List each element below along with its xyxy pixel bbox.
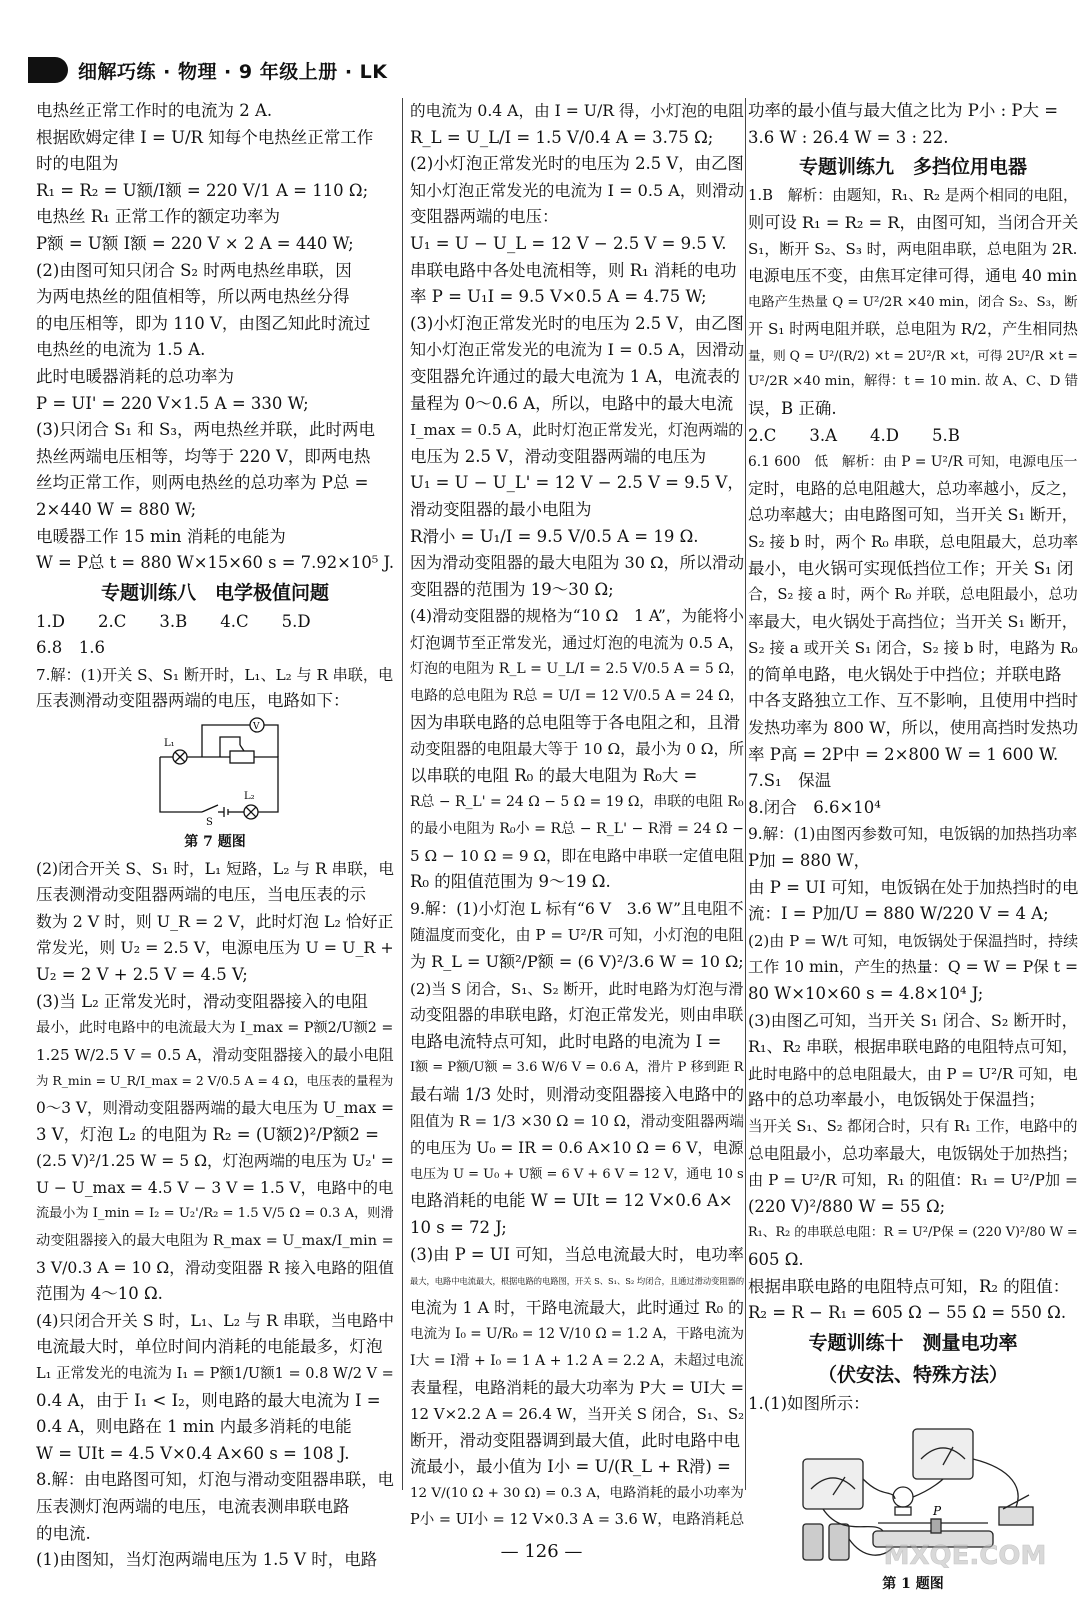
text-line: S₂ 接 b 时，两个 R₀ 串联，总电阻最大，总功率 bbox=[748, 532, 1079, 551]
column-divider-1 bbox=[402, 98, 403, 1490]
page-header bbox=[28, 52, 628, 88]
text-line: 表量程，电路消耗的最大功率为 P大 = UI大 = bbox=[410, 1377, 745, 1397]
column-1-text-c bbox=[36, 856, 394, 1574]
text-line: 1.(1)如图所示： bbox=[748, 1393, 870, 1413]
fig7-label-s: S bbox=[206, 817, 213, 829]
text-line: 最右端 1/3 处时，则滑动变阻器接入电路中的 bbox=[410, 1084, 745, 1104]
text-line: 变阻器的范围为 19～30 Ω; bbox=[410, 579, 614, 599]
text-line: 为两电热丝的阻值相等，所以两电热丝分得 bbox=[36, 287, 350, 307]
text-line: (2)当 S 闭合，S₁、S₂ 断开，此时电路为灯泡与滑 bbox=[410, 979, 744, 998]
text-line: 电路电流特点可知，此时电路的电流为 I = bbox=[410, 1031, 722, 1051]
text-line: 的电压相等，即为 110 V，由图乙知此时流过 bbox=[36, 313, 371, 333]
text-line: U₁ = U − U_L = 12 V − 2.5 V = 9.5 V. bbox=[410, 233, 727, 253]
text-line: U²/2R ×40 min，解得：t = 10 min. 故 A、C、D 错 bbox=[748, 374, 1079, 390]
text-line: 0.4 A，由于 I₁ < I₂，则电路的最大电流为 I = bbox=[36, 1390, 381, 1410]
text-line: 总功率越大；由电路图可知，当开关 S₁ 断开， bbox=[748, 505, 1078, 525]
text-line: I额 = P额/U额 = 3.6 W/6 V = 0.6 A，滑片 P 移到距 R bbox=[410, 1060, 744, 1076]
text-line: 动变阻器的串联电路，灯泡正常发光，则由串联 bbox=[410, 1005, 744, 1025]
text-line: 电热丝正常工作时的电流为 2 A. bbox=[36, 101, 273, 120]
text-line: 压表测滑动变阻器两端的电压，当电压表的示 bbox=[36, 885, 366, 905]
column-1-text-b bbox=[36, 609, 394, 715]
text-line: 3 V/0.3 A = 10 Ω，滑动变阻器 R 接入电路的阻值 bbox=[36, 1258, 394, 1277]
text-line: 电流为 I₀ = U/R₀ = 12 V/10 Ω = 1.2 A，干路电流为 bbox=[410, 1326, 744, 1343]
text-line: 8.解：由电路图可知，灯泡与滑动变阻器串联，电 bbox=[36, 1470, 394, 1490]
text-line: W = UIt = 4.5 V×0.4 A×60 s = 108 J. bbox=[36, 1443, 350, 1463]
text-line: 知小灯泡正常发光的电流为 I = 0.5 A，因滑动 bbox=[410, 340, 745, 360]
text-line: 因为串联电路的总电阻等于各电阻之和，且滑 bbox=[410, 712, 740, 732]
text-line: 随温度而变化，由 P = U²/R 可知，小灯泡的电阻 bbox=[410, 926, 744, 945]
fig1-caption: 第 1 题图 bbox=[882, 1576, 944, 1593]
text-line: 率 P = U₁I = 9.5 V×0.5 A = 4.75 W; bbox=[410, 287, 707, 307]
text-line: 率最大，电火锅处于高挡位；当开关 S₁ 断开， bbox=[748, 611, 1078, 631]
text-line: 12 V/(10 Ω + 30 Ω) = 0.3 A，电路消耗的最小功率为 bbox=[410, 1485, 744, 1501]
text-line: 10 s = 72 J; bbox=[410, 1217, 507, 1237]
text-line: 由 P = UI 可知，电饭锅在处于加热挡时的电 bbox=[748, 877, 1079, 897]
text-line: 根据欧姆定律 I = U/R 知每个电热丝正常工作 bbox=[36, 127, 374, 147]
text-line: 6.8 1.6 bbox=[36, 638, 105, 658]
text-line: 电路产生热量 Q = U²/2R ×40 min，闭合 S₂、S₃，断 bbox=[748, 294, 1078, 310]
column-3-text-a bbox=[748, 98, 1078, 151]
text-line: 由 P = U²/R 可知，R₁ 的阻值：R₁ = U²/P加 = bbox=[748, 1171, 1078, 1190]
text-line: 量，则 Q = U²/(R/2) ×t = 2U²/R ×t，可得 2U²/R ×t = bbox=[748, 347, 1078, 363]
text-line: (2)闭合开关 S、S₁ 时，L₁ 短路，L₂ 与 R 串联，电 bbox=[36, 859, 394, 878]
text-line: 的电流为 0.4 A，由 I = U/R 得，小灯泡的电阻 bbox=[410, 102, 744, 120]
text-line: P额 = U额 I额 = 220 V × 2 A = 440 W; bbox=[36, 233, 354, 253]
text-line: U − U_max = 4.5 V − 3 V = 1.5 V，电路中的电 bbox=[36, 1178, 394, 1197]
text-line: 合，S₂ 接 a 时，两个 R₀ 并联，总电阻最小，总功 bbox=[748, 586, 1078, 604]
text-line: 电路消耗的电能 W = UIt = 12 V×0.6 A× bbox=[410, 1191, 733, 1211]
text-line: R_L = U_L/I = 1.5 V/0.4 A = 3.75 Ω; bbox=[410, 127, 714, 147]
text-line: (3)当 L₂ 正常发光时，滑动变阻器接入的电阻 bbox=[36, 991, 368, 1011]
text-line: I_max = 0.5 A，此时灯泡正常发光，灯泡两端的 bbox=[410, 421, 744, 440]
text-line: 流最小，最小值为 I小 = U/(R_L + R滑) = bbox=[410, 1457, 731, 1477]
text-line: 电源电压不变，由焦耳定律可得，通电 40 min bbox=[748, 265, 1078, 285]
text-line: (1)由图知，当灯泡两端电压为 1.5 V 时，电路 bbox=[36, 1550, 378, 1570]
text-line: 电流为 1 A 时，干路电流最大，此时通过 R₀ 的 bbox=[410, 1297, 744, 1317]
text-line: (3)由图乙可知，当开关 S₁ 闭合、S₂ 断开时， bbox=[748, 1010, 1078, 1030]
text-line: 动变阻器接入的最大电阻为 R_max = U_max/I_min = bbox=[36, 1232, 394, 1249]
text-line: 根据串联电路的电阻特点可知，R₂ 的阻值： bbox=[748, 1276, 1070, 1296]
text-line: 此时电路中的总电阻最大，由 P = U²/R 可知，电 bbox=[748, 1064, 1078, 1083]
text-line: 率 P高 = 2P中 = 2×800 W = 1 600 W. bbox=[748, 744, 1059, 764]
header-tab-mark bbox=[28, 57, 68, 83]
text-line: 数为 2 V 时，则 U_R = 2 V，此时灯泡 L₂ 恰好正 bbox=[36, 911, 394, 931]
section-heading-8: 专题训练八 电学极值问题 bbox=[100, 581, 329, 604]
text-line: 2×440 W = 880 W; bbox=[36, 499, 197, 519]
text-line: 功率的最小值与最大值之比为 P小 : P大 = bbox=[748, 101, 1059, 120]
text-line: 的电压为 U₀ = IR = 0.6 A×10 Ω = 6 V，电源 bbox=[410, 1139, 744, 1158]
text-line: 6.1 600 低 解析：由 P = U²/R 可知，电源电压一 bbox=[748, 454, 1078, 471]
text-line: 变阻器允许通过的最大电流为 1 A，电流表的 bbox=[410, 366, 740, 386]
text-line: 热丝两端电压相等，均等于 220 V，即两电热 bbox=[36, 446, 371, 466]
text-line: W = P总 t = 880 W×15×60 s = 7.92×10⁵ J. bbox=[36, 553, 395, 573]
circuit-diagram-q7 bbox=[140, 717, 290, 827]
text-line: U₂ = 2 V + 2.5 V = 4.5 V; bbox=[36, 965, 248, 985]
text-line: S₁，断开 S₂、S₃ 时，两电阻串联，总电阻为 2R. bbox=[748, 240, 1078, 259]
text-line: 压表测滑动变阻器两端的电压，电路如下： bbox=[36, 691, 350, 711]
fig7-label-l1: L₁ bbox=[164, 738, 175, 750]
text-line: 总电阻最小，总功率最大，电饭锅处于加热挡； bbox=[748, 1143, 1078, 1163]
text-line: (2)由图可知只闭合 S₂ 时两电热丝串联，因 bbox=[36, 260, 352, 280]
column-2 bbox=[410, 98, 744, 1530]
watermark-logo bbox=[865, 1524, 1065, 1584]
text-line: 当开关 S₁、S₂ 都闭合时，只有 R₁ 工作，电路中的 bbox=[748, 1117, 1078, 1135]
section-heading-10-sub: （伏安法、特殊方法） bbox=[817, 1363, 1008, 1386]
text-line: 的最小电阻为 R₀小 = R总 − R_L' − R滑 = 24 Ω − bbox=[410, 821, 744, 838]
text-line: R滑小 = U₁/I = 9.5 V/0.5 A = 19 Ω. bbox=[410, 526, 699, 546]
text-line: 电压为 2.5 V，滑动变阻器两端的电压为 bbox=[410, 446, 707, 466]
text-line: 灯泡调节至正常发光，通过灯泡的电流为 0.5 A， bbox=[410, 633, 745, 652]
text-line: 压表测灯泡两端的电压，电流表测串联电路 bbox=[36, 1496, 350, 1516]
text-line: 最小，此时电路中的电流最大为 I_max = P额2/U额2 = bbox=[36, 1020, 394, 1037]
text-line: 中各支路独立工作、互不影响，且使用中挡时 bbox=[748, 691, 1078, 711]
text-line: 时的电阻为 bbox=[36, 154, 119, 174]
text-line: 8.闭合 6.6×10⁴ bbox=[748, 797, 881, 817]
text-line: 动变阻器的电阻最大等于 10 Ω，最小为 0 Ω，所 bbox=[410, 740, 745, 759]
text-line: P小 = UI小 = 12 V×0.3 A = 3.6 W，电路消耗总 bbox=[410, 1512, 745, 1529]
text-line: 605 Ω. bbox=[748, 1249, 804, 1269]
text-line: 的电流. bbox=[36, 1523, 91, 1543]
text-line: (4)只闭合开关 S 时，L₁、L₂ 与 R 串联，当电路中 bbox=[36, 1310, 395, 1330]
text-line: 80 W×10×60 s = 4.8×10⁴ J; bbox=[748, 984, 984, 1003]
text-line: 为 R_min = U_R/I_max = 2 V/0.5 A = 4 Ω，电压表的量程为 bbox=[36, 1073, 394, 1089]
text-line: (3)由 P = UI 可知，当总电流最大时，电功率 bbox=[410, 1244, 745, 1264]
column-3-text-b bbox=[748, 183, 1078, 1327]
text-line: L₁ 正常发光的电流为 I₁ = P额1/U额1 = 0.8 W/2 V = bbox=[36, 1365, 394, 1382]
text-line: P加 = 880 W， bbox=[748, 851, 871, 871]
fig1-label-p: P bbox=[933, 1504, 942, 1519]
text-line: 量程为 0～0.6 A，所以，电路中的最大电流 bbox=[410, 393, 734, 413]
fig7-label-l2: L₂ bbox=[244, 791, 255, 803]
text-line: 工作 10 min，产生的热量：Q = W = P保 t = bbox=[748, 958, 1079, 977]
text-line: (4)滑动变阻器的规格为“10 Ω 1 A”，为能将小 bbox=[410, 607, 744, 626]
text-line: R₂ = R − R₁ = 605 Ω − 55 Ω = 550 Ω. bbox=[748, 1303, 1067, 1323]
section-heading-9: 专题训练九 多挡位用电器 bbox=[798, 156, 1027, 179]
text-line: 电暖器工作 15 min 消耗的电能为 bbox=[36, 526, 286, 546]
text-line: I大 = I滑 + I₀ = 1 A + 1.2 A = 2.2 A，未超过电流 bbox=[410, 1352, 744, 1369]
text-line: R总 − R_L' = 24 Ω − 5 Ω = 19 Ω，串联的电阻 R₀ bbox=[410, 794, 744, 811]
text-line: 常发光，则 U₂ = 2.5 V，电源电压为 U = U_R + bbox=[36, 938, 394, 958]
text-line: 丝均正常工作，则两电热丝的总功率为 P总 = bbox=[36, 473, 369, 493]
text-line: 1.25 W/2.5 V = 0.5 A，滑动变阻器接入的最小电阻 bbox=[36, 1045, 394, 1064]
text-line: 流：I = P加/U = 880 W/220 V = 4 A; bbox=[748, 904, 1049, 924]
watermark-text: MXQE.COM bbox=[883, 1541, 1047, 1571]
fig7-label-v: V bbox=[253, 722, 260, 733]
text-line: 最小，电火锅可实现低挡位工作；开关 S₁ 闭 bbox=[748, 558, 1074, 578]
column-2-text bbox=[410, 98, 744, 1534]
text-line: 2.C 3.A 4.D 5.B bbox=[748, 425, 960, 445]
text-line: R₁、R₂ 的串联总电阻：R = U²/P保 = (220 V)²/80 W = bbox=[748, 1225, 1078, 1241]
text-line: 此时电暖器消耗的总功率为 bbox=[36, 366, 234, 386]
text-line: 12 V×2.2 A = 26.4 W，当开关 S 闭合，S₁、S₂ bbox=[410, 1405, 745, 1424]
text-line: 流最小为 I_min = I₂ = U₂'/R₂ = 1.5 V/5 Ω = 0.3 A，则滑 bbox=[36, 1206, 394, 1222]
column-divider-2 bbox=[745, 98, 746, 1490]
text-line: 5 Ω − 10 Ω = 9 Ω，即在电路中串联一定值电阻 bbox=[410, 846, 744, 865]
text-line: (2)小灯泡正常发光时的电压为 2.5 V，由乙图 bbox=[410, 154, 744, 174]
text-line: (2)由 P = W/t 可知，电饭锅处于保温挡时，持续 bbox=[748, 931, 1079, 950]
text-line: 知小灯泡正常发光的电流为 I = 0.5 A，则滑动 bbox=[410, 180, 745, 200]
text-line: 串联电路中各处电流相等，则 R₁ 消耗的电功 bbox=[410, 260, 737, 280]
text-line: S₂ 接 a 或开关 S₁ 闭合，S₂ 接 b 时，电路为 R₀ bbox=[748, 639, 1078, 658]
text-line: 0～3 V，则滑动变阻器两端的最大电压为 U_max = bbox=[36, 1099, 394, 1117]
text-line: 以串联的电阻 R₀ 的最大电阻为 R₀大 = bbox=[410, 765, 698, 785]
column-1-text-a bbox=[36, 98, 394, 577]
text-line: R₁、R₂ 串联，根据串联电路的电阻特点可知， bbox=[748, 1037, 1079, 1057]
text-line: P = UI' = 220 V×1.5 A = 330 W; bbox=[36, 393, 309, 413]
text-line: 滑动变阻器的最小电阻为 bbox=[410, 499, 592, 519]
text-line: 变阻器两端的电压： bbox=[410, 207, 559, 227]
text-line: 发热功率为 800 W，所以，使用高挡时发热功 bbox=[748, 718, 1079, 738]
text-line: 路中的总功率最小，电饭锅处于保温挡； bbox=[748, 1090, 1045, 1110]
text-line: 则可设 R₁ = R₂ = R，由图可知，当闭合开关 bbox=[748, 212, 1079, 232]
text-line: 为 R_L = U额²/P额 = (6 V)²/3.6 W = 10 Ω; bbox=[410, 952, 744, 971]
text-line: 灯泡的电阻为 R_L = U_L/I = 2.5 V/0.5 A = 5 Ω， bbox=[410, 661, 744, 678]
text-line: 因为滑动变阻器的最大电阻为 30 Ω，所以滑动 bbox=[410, 553, 745, 573]
text-line: (220 V)²/880 W = 55 Ω; bbox=[748, 1196, 946, 1216]
text-line: 开 S₁ 时两电阻并联，总电阻为 R/2，产生相同热 bbox=[748, 320, 1078, 339]
section-heading-10: 专题训练十 测量电功率 bbox=[808, 1331, 1018, 1354]
fig7-caption: 第 7 题图 bbox=[184, 834, 246, 851]
text-line: 最大，电路中电流最大，根据电路的电路图，开关 S、S₁、S₂ 均闭合，且通过滑动变阻器的 bbox=[410, 1276, 745, 1287]
text-line: 9.解：(1)由图丙参数可知，电饭锅的加热挡功率 bbox=[748, 825, 1078, 844]
text-line: 9.解：(1)小灯泡 L 标有“6 V 3.6 W”且电阻不 bbox=[410, 898, 744, 918]
text-line: 0.4 A，则电路在 1 min 内最多消耗的电能 bbox=[36, 1417, 352, 1437]
text-line: 定时，电路的总电阻越大，总功率越小，反之， bbox=[748, 478, 1078, 498]
column-1 bbox=[36, 98, 395, 1570]
text-line: U₁ = U − U_L' = 12 V − 2.5 V = 9.5 V， bbox=[410, 473, 744, 493]
text-line: 7.解：(1)开关 S、S₁ 断开时，L₁、L₂ 与 R 串联，电 bbox=[36, 665, 394, 684]
text-line: 误，B 正确. bbox=[748, 398, 837, 418]
text-line: 3 V，灯泡 L₂ 的电阻为 R₂ = (U额2)²/P额2 = bbox=[36, 1124, 379, 1144]
text-line: 电流最大时，单位时间内消耗的电能最多，灯泡 bbox=[36, 1337, 383, 1357]
text-line: 7.S₁ 保温 bbox=[748, 771, 832, 791]
text-line: 的简单电路，电火锅处于中挡位；并联电路 bbox=[748, 664, 1062, 684]
text-line: 1.D 2.C 3.B 4.C 5.D bbox=[36, 611, 311, 631]
text-line: 1.B 解析：由题知，R₁、R₂ 是两个相同的电阻， bbox=[748, 187, 1078, 205]
text-line: (3)只闭合 S₁ 和 S₃，两电热丝并联，此时两电 bbox=[36, 420, 375, 440]
page-number: — 126 — bbox=[500, 1541, 583, 1562]
text-line: 电压为 U = U₀ + U额 = 6 V + 6 V = 12 V，通电 10 s bbox=[410, 1166, 744, 1182]
text-line: (2.5 V)²/1.25 W = 5 Ω，灯泡两端的电压为 U₂' = bbox=[36, 1152, 394, 1171]
text-line: 范围为 4～10 Ω. bbox=[36, 1284, 163, 1304]
text-line: 电路的总电阻为 R总 = U/I = 12 V/0.5 A = 24 Ω， bbox=[410, 688, 744, 705]
text-line: 电热丝的电流为 1.5 A. bbox=[36, 340, 206, 360]
text-line: R₀ 的阻值范围为 9～19 Ω. bbox=[410, 872, 611, 892]
text-line: 3.6 W : 26.4 W = 3 : 22. bbox=[748, 127, 949, 147]
text-line: R₁ = R₂ = U额/I额 = 220 V/1 A = 110 Ω; bbox=[36, 180, 369, 200]
text-line: 电热丝 R₁ 正常工作的额定功率为 bbox=[36, 207, 281, 227]
column-3-text-c bbox=[748, 1391, 1078, 1418]
text-line: (3)小灯泡正常发光时的电压为 2.5 V，由乙图 bbox=[410, 313, 744, 333]
text-line: 阻值为 R = 1/3 ×30 Ω = 10 Ω，滑动变阻器两端 bbox=[410, 1112, 745, 1130]
header-title: 细解巧练 · 物理 · 9 年级上册 · LK bbox=[78, 60, 388, 83]
text-line: 断开，滑动变阻器调到最大值，此时电路中电 bbox=[410, 1430, 740, 1450]
